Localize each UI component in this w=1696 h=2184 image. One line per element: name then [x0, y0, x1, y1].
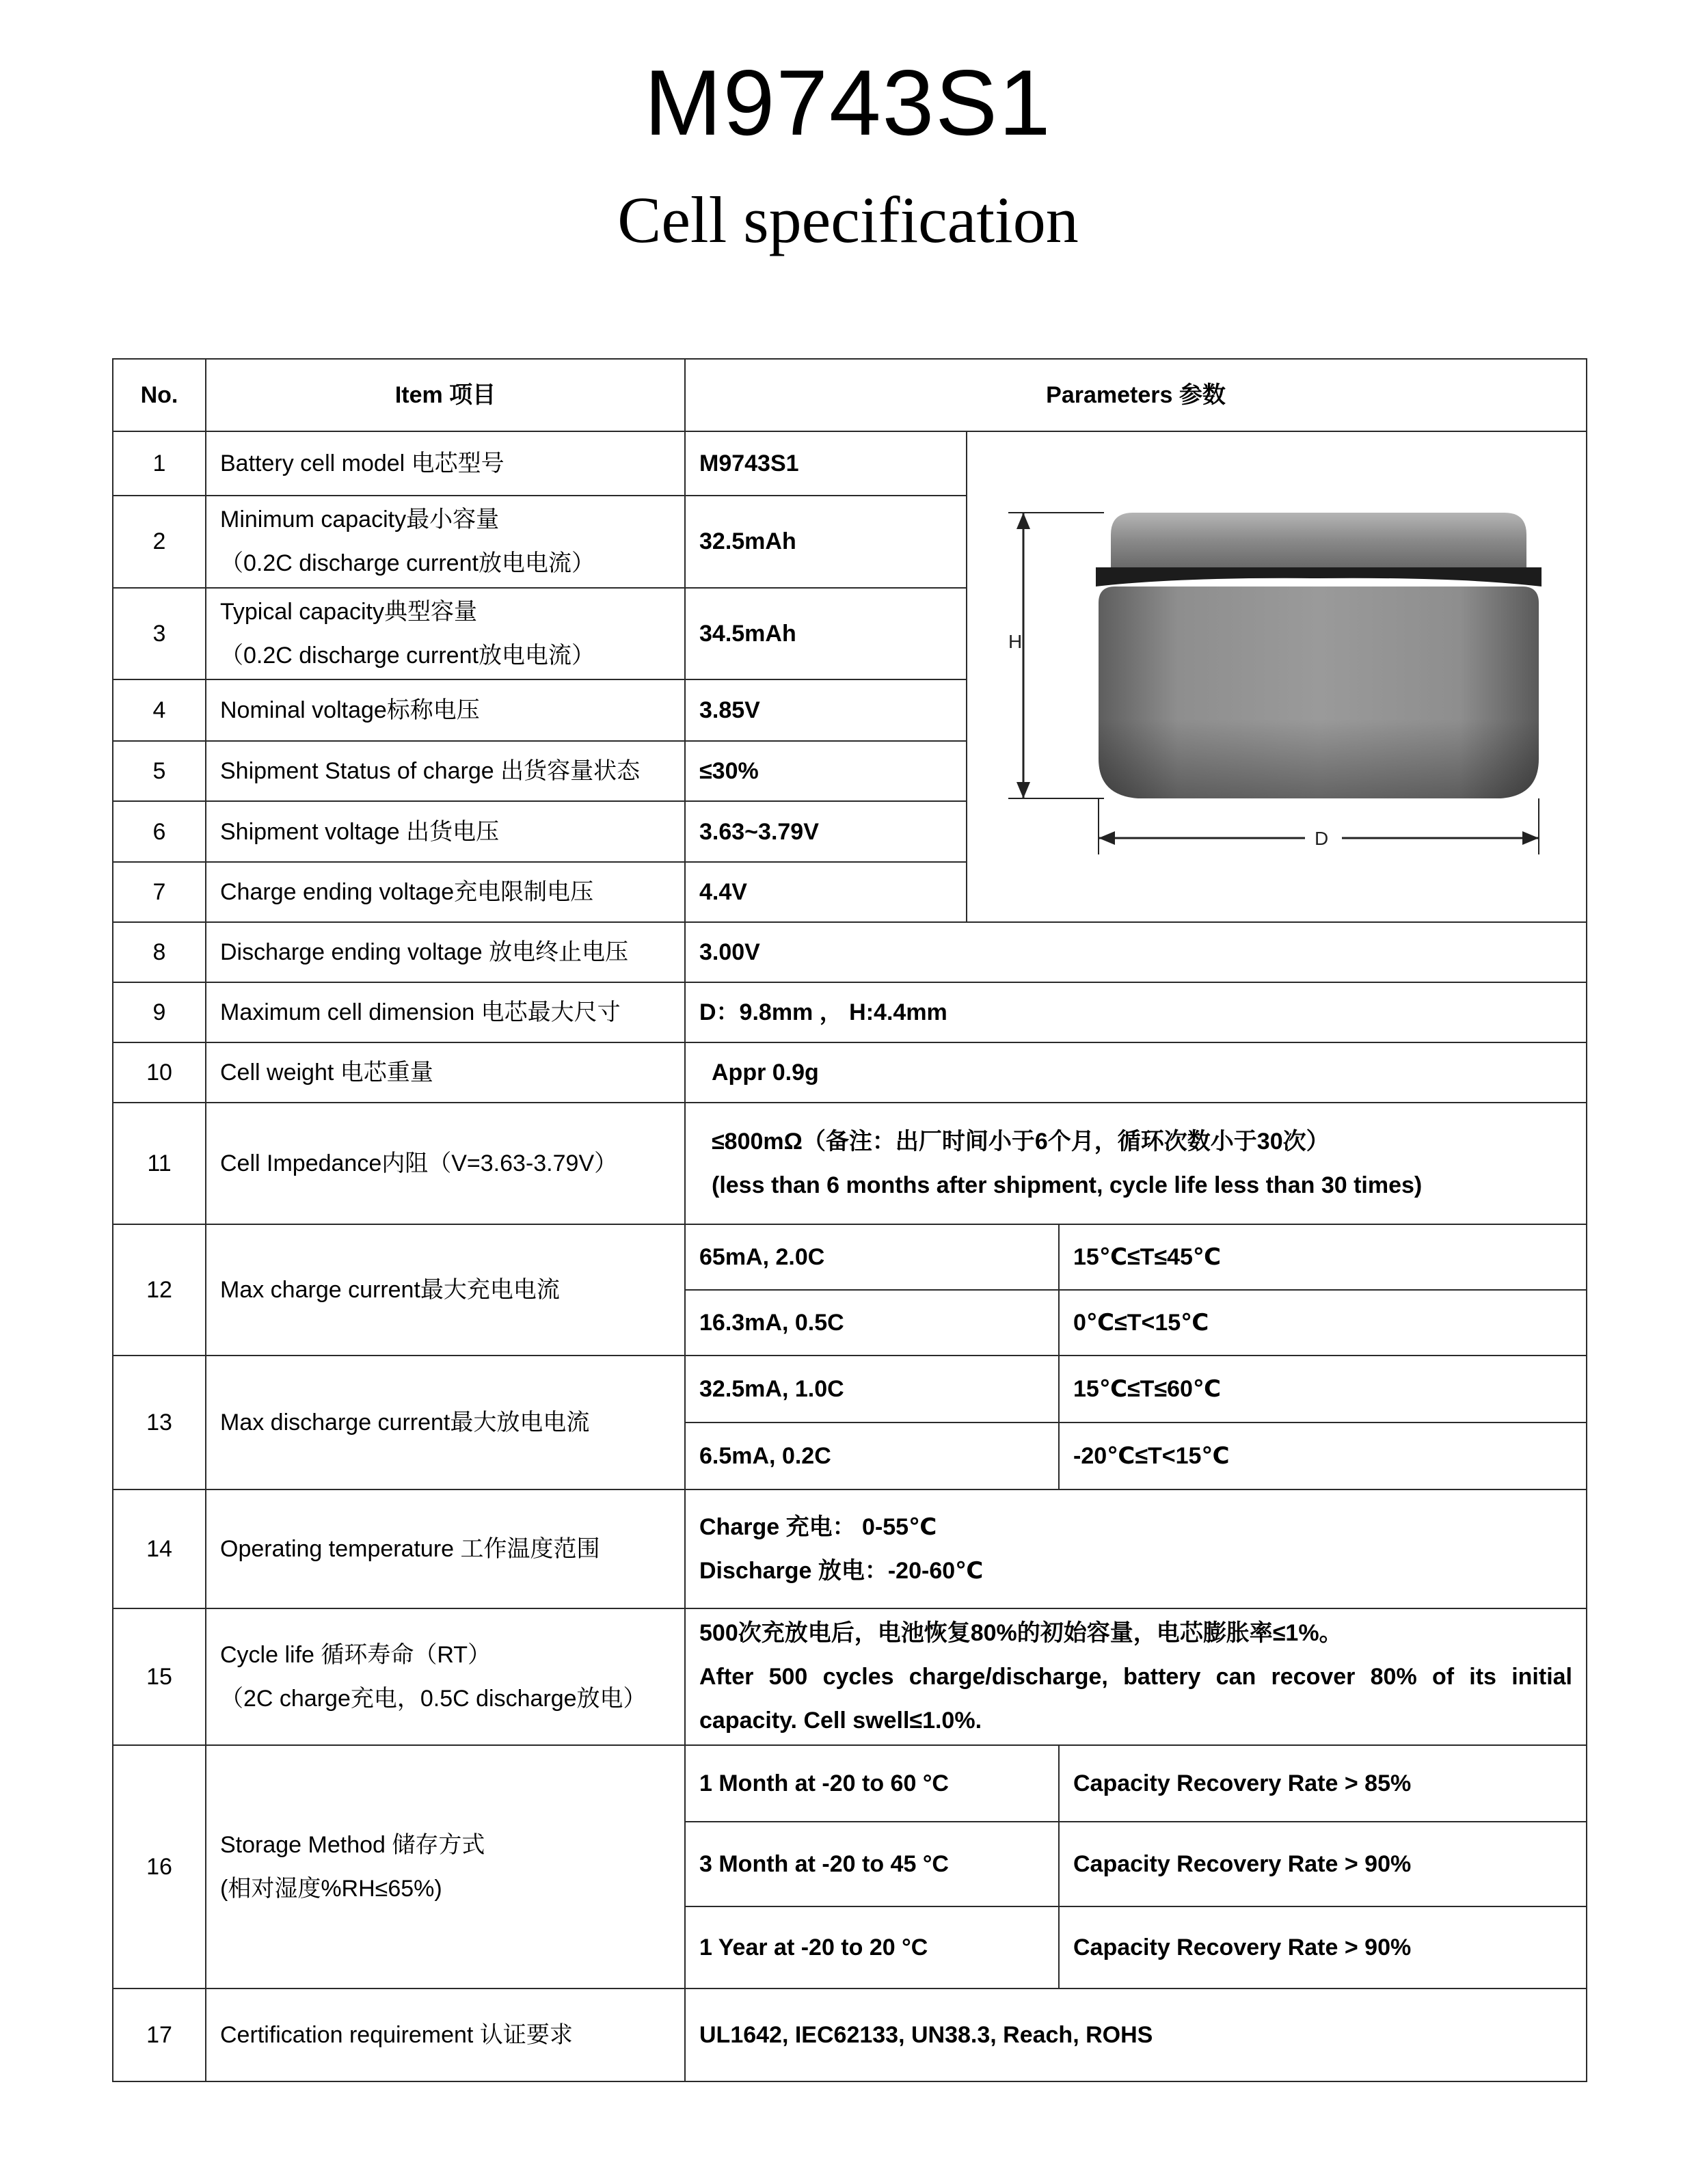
recovery-rate: Capacity Recovery Rate > 90% [1059, 1906, 1587, 1988]
item-label-main: Cycle life 循环寿命（RT） [220, 1642, 492, 1668]
item-label-main: Typical capacity典型容量 [220, 598, 477, 625]
row-number: 2 [113, 496, 206, 587]
table-row [113, 1224, 1587, 1290]
item-label-main: Minimum capacity最小容量 [220, 507, 500, 533]
param-value-sub: (less than 6 months after shipment, cycle life less than 30 times) [712, 1172, 1423, 1198]
row-number: 8 [113, 922, 206, 982]
row-number: 17 [113, 1988, 206, 2081]
page-title: M9743S1 [644, 51, 1052, 154]
item-label: Discharge ending voltage 放电终止电压 [206, 922, 685, 982]
cell-cap [1111, 513, 1526, 567]
item-label-sub: （0.2C discharge current放电电流） [220, 642, 595, 669]
table-row [113, 1489, 1587, 1608]
header-no: No. [113, 359, 206, 431]
row-number: 9 [113, 982, 206, 1042]
table-row [113, 922, 1587, 982]
param-temperature: 0℃≤T<15℃ [1059, 1290, 1587, 1356]
item-label: Shipment voltage 出货电压 [206, 801, 685, 861]
param-value: 3.85V [685, 679, 967, 741]
param-value: 3.63~3.79V [685, 801, 967, 861]
table-header-row [113, 359, 1587, 431]
row-number: 11 [113, 1103, 206, 1224]
recovery-rate: Capacity Recovery Rate > 85% [1059, 1745, 1587, 1822]
item-label: Charge ending voltage充电限制电压 [206, 862, 685, 922]
param-value: Appr 0.9g [685, 1042, 1587, 1103]
storage-condition: 1 Year at -20 to 20 °C [685, 1906, 1059, 1988]
table-row [113, 1103, 1587, 1224]
param-value-main: Charge 充电： 0-55℃ [699, 1514, 937, 1540]
item-label: Maximum cell dimension 电芯最大尺寸 [206, 982, 685, 1042]
param-value [685, 1103, 1587, 1224]
param-current: 32.5mA, 1.0C [685, 1356, 1059, 1423]
item-label: Max discharge current最大放电电流 [206, 1356, 685, 1489]
table-row [113, 1042, 1587, 1103]
row-number: 5 [113, 741, 206, 801]
item-label [206, 496, 685, 587]
param-value: 34.5mAh [685, 588, 967, 679]
param-temperature: 15℃≤T≤45℃ [1059, 1224, 1587, 1290]
recovery-rate: Capacity Recovery Rate > 90% [1059, 1822, 1587, 1906]
item-label-sub: （0.2C discharge current放电电流） [220, 550, 595, 577]
item-label-sub: （2C charge充电，0.5C discharge放电） [220, 1686, 647, 1712]
param-value [685, 1608, 1587, 1745]
row-number: 13 [113, 1356, 206, 1489]
item-label [206, 588, 685, 679]
param-value: 4.4V [685, 862, 967, 922]
cell-seam [1096, 567, 1542, 587]
item-label [206, 1745, 685, 1988]
item-label: Battery cell model 电芯型号 [206, 431, 685, 496]
table-row [113, 1356, 1587, 1423]
height-label: H [1008, 631, 1023, 652]
row-number: 12 [113, 1224, 206, 1356]
item-label [206, 1608, 685, 1745]
row-number: 16 [113, 1745, 206, 1988]
param-value: ≤30% [685, 741, 967, 801]
param-current: 6.5mA, 0.2C [685, 1423, 1059, 1489]
row-number: 4 [113, 679, 206, 741]
param-value-sub: After 500 cycles charge/discharge, battery can recover 80% of its initial capacity. Cell swell≤1.0%. [699, 1664, 1572, 1734]
param-value: 3.00V [685, 922, 1587, 982]
param-temperature: -20℃≤T<15℃ [1059, 1423, 1587, 1489]
item-label: Cell Impedance内阻（V=3.63-3.79V） [206, 1103, 685, 1224]
row-number: 7 [113, 862, 206, 922]
page-subtitle: Cell specification [617, 183, 1079, 256]
table-row [113, 1608, 1587, 1745]
param-value: 32.5mAh [685, 496, 967, 587]
cell-diagram [967, 431, 1587, 922]
item-label: Certification requirement 认证要求 [206, 1988, 685, 2081]
param-value-main: ≤800mΩ（备注：出厂时间小于6个月，循环次数小于30次） [712, 1129, 1330, 1155]
item-label-sub: (相对湿度%RH≤65%) [220, 1876, 442, 1902]
item-label: Cell weight 电芯重量 [206, 1042, 685, 1103]
item-label: Nominal voltage标称电压 [206, 679, 685, 741]
row-number: 6 [113, 801, 206, 861]
param-temperature: 15℃≤T≤60℃ [1059, 1356, 1587, 1423]
row-number: 1 [113, 431, 206, 496]
param-value-main: 500次充放电后，电池恢复80%的初始容量，电芯膨胀率≤1%。 [699, 1620, 1343, 1646]
table-row [113, 982, 1587, 1042]
table-row [113, 1745, 1587, 1822]
battery-cell-drawing [981, 432, 1587, 921]
table-row [113, 1988, 1587, 2081]
header-parameters: Parameters 参数 [685, 359, 1587, 431]
storage-condition: 1 Month at -20 to 60 °C [685, 1745, 1059, 1822]
diameter-label: D [1315, 828, 1329, 849]
storage-condition: 3 Month at -20 to 45 °C [685, 1822, 1059, 1906]
row-number: 3 [113, 588, 206, 679]
item-label: Operating temperature 工作温度范围 [206, 1489, 685, 1608]
param-current: 16.3mA, 0.5C [685, 1290, 1059, 1356]
param-value: M9743S1 [685, 431, 967, 496]
item-label: Shipment Status of charge 出货容量状态 [206, 741, 685, 801]
row-number: 15 [113, 1608, 206, 1745]
spec-table [112, 358, 1587, 2082]
table-row [113, 431, 1587, 496]
param-value-sub: Discharge 放电：-20-60℃ [699, 1558, 984, 1584]
param-value [685, 1489, 1587, 1608]
param-current: 65mA, 2.0C [685, 1224, 1059, 1290]
item-label-main: Storage Method 储存方式 [220, 1832, 485, 1858]
row-number: 14 [113, 1489, 206, 1608]
row-number: 10 [113, 1042, 206, 1103]
param-value: D：9.8mm ， H:4.4mm [685, 982, 1587, 1042]
param-value: UL1642, IEC62133, UN38.3, Reach, ROHS [685, 1988, 1587, 2081]
header-item: Item 项目 [206, 359, 685, 431]
item-label: Max charge current最大充电电流 [206, 1224, 685, 1356]
